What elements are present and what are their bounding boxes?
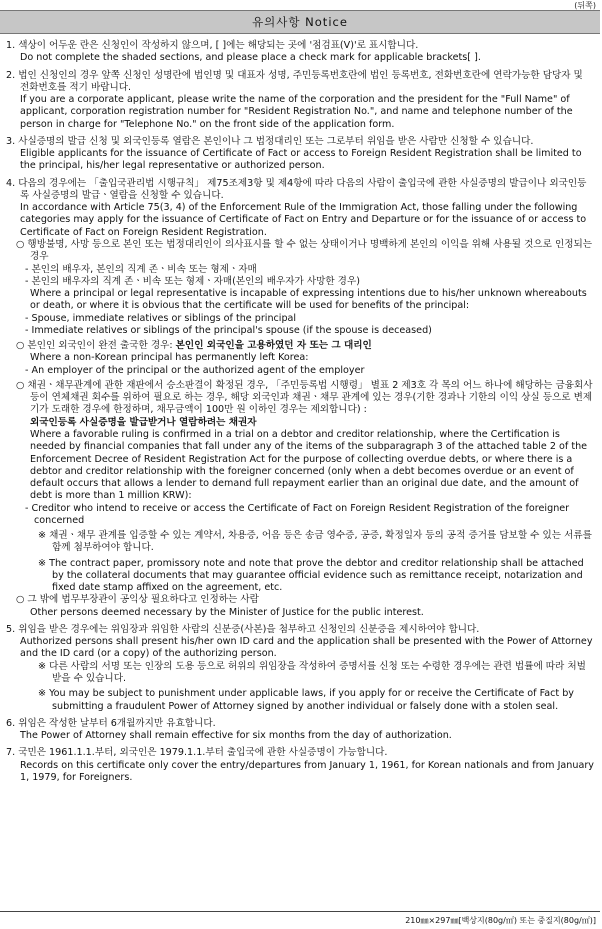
case-3-english: Where a favorable ruling is confirmed in a trial on a debtor and creditor relationship, where the Certification is needed by financial companies that fall under any of the items of the subparagraph 3 of the attached table 2 of the Enforcement Decree of Resident Registration Act for the purpose of collecting overdue debts, or where there is a debtor and creditor relationship with the foreigner concerned (only when a debt becomes overdue or an event of default occurs that allows a lender to demand full repayment earlier than an original due date, and the amount of debt is more than 1 million KRW): (30, 428, 588, 502)
item-6-english: The Power of Attorney shall remain effective for six months from the day of authorization. (20, 730, 452, 742)
item-7-korean: 7. 국민은 1961.1.1.부터, 외국인은 1979.1.1.부터 출입국에 관한 사실증명이 가능합니다. (6, 747, 388, 759)
case-4-korean: ○ 그 밖에 법무부장관이 공익상 필요하다고 인정하는 사람 (16, 594, 259, 606)
item-4-korean: 4. 다음의 경우에는 「출입국관리법 시행규칙」 제75조제3항 및 제4항에 따라 다음의 사람이 출입국에 관한 사실증명의 발급이나 외국인등록 사실증명의 발급ㆍ열람을 신청할 수 있습니다. (6, 177, 587, 201)
item-4-english: In accordance with Article 75(3, 4) of the Enforcement Rule of the Immigration Act, those falling under the following categories may apply for the issuance of Certificate of Fact on Entry and Departure or for the issuance of or access to Certificate of Fact on Foreign Resident Registration. (20, 202, 587, 238)
case-2-korean-bold: 본인인 외국인을 고용하였던 자 또는 그 대리인 (175, 340, 372, 352)
case-1-english: Where a principal or legal representative is incapable of expressing intentions due to his/her unknown whereabouts or death, or where it is obvious that the certificate will be used for benefits of the principal: (30, 288, 587, 312)
case-3-reference-korean: ※ 채권ㆍ채무 관계를 입증할 수 있는 계약서, 차용증, 어음 등은 송금 영수증, 공증, 확정일자 등의 공적 증거를 담보할 수 있는 서류를 함께 첨부하여야 합니다. (38, 530, 592, 554)
case-1-korean-dash-1: - 본인의 배우자, 본인의 직계 존ㆍ비속 또는 형제ㆍ자매 (25, 263, 257, 275)
case-3-reference-english: ※ The contract paper, promissory note and note that prove the debtor and creditor relationship shall be attached by the collateral documents that may guarantee official evidence such as remittance receipt, notarization and fixed date stamp affixed on the agreement, etc. (38, 557, 584, 594)
case-1-english-dash-1: - Spouse, immediate relatives or siblings of the principal (25, 312, 297, 324)
item-5-reference-english: ※ You may be subject to punishment under applicable laws, if you apply for or receive the Certificate of Fact by submitting a fraudulent Power of Attorney signed by another individual or falsely done with a stolen seal. (38, 688, 574, 712)
item-5-english: Authorized persons shall present his/her own ID card and the application shall be presented with the Power of Attorney and the ID card (or a copy) of the authorizing person. (20, 636, 593, 660)
notice-header: 유의사항 Notice (0, 10, 600, 34)
item-7-english: Records on this certificate only cover the entry/departures from January 1, 1961, for Korean nationals and from January 1, 1979, for Foreigners. (20, 759, 594, 783)
page-side-label: (뒤쪽) (574, 1, 596, 10)
item-3-korean: 3. 사실증명의 발급 신청 및 외국인등록 열람은 본인이나 그 법정대리인 또는 그로부터 위임을 받은 사람만 신청할 수 있습니다. (6, 135, 534, 147)
case-3-korean: ○ 채권ㆍ채무관계에 관한 재판에서 승소판결이 확정된 경우, 「주민등록법 시행령」 별표 2 제3호 각 목의 어느 하나에 해당하는 금융회사 등이 연체채권 회수를 위하여 필요로 하는 경우, 해당 외국인과 채권ㆍ채무 관계에 있는 경우(기한 경과나 기한의 이익 상실 등으로 변제기가 도래한 경우에 한정하며, 채무금액이 100만 원 이하인 경우는 제외합니다) : (16, 379, 593, 416)
case-1-english-dash-2: - Immediate relatives or siblings of the principal's spouse (if the spouse is deceased) (25, 324, 432, 336)
case-3-english-dash: - Creditor who intend to receive or access the Certificate of Fact on Foreign Resident Registration of the foreigner concerned (25, 502, 570, 526)
item-3-english: Eligible applicants for the issuance of Certificate of Fact or access to Foreign Resident Registration shall be limited to the principal, his/her legal representative or authorized person. (20, 148, 582, 172)
case-1-korean-dash-2: - 본인의 배우자의 직계 존ㆍ비속 또는 형제ㆍ자매(본인의 배우자가 사망한 경우) (25, 275, 360, 287)
item-5-korean: 5. 위임을 받은 경우에는 위임장과 위임한 사람의 신분증(사본)을 첨부하고 신청인의 신분증을 제시하여야 합니다. (6, 623, 480, 635)
item-1-english: Do not complete the shaded sections, and please place a check mark for applicable brackets[ ]. (20, 52, 481, 64)
item-6-korean: 6. 위임은 작성한 날부터 6개월까지만 유효합니다. (6, 717, 216, 729)
case-2-korean-lead: ○ 본인인 외국인이 완전 출국한 경우: (16, 340, 176, 352)
item-5-reference-korean: ※ 다른 사람의 서명 또는 인장의 도용 등으로 허위의 위임장을 작성하여 증명서를 신청 또는 수령한 경우에는 관련 법률에 따라 처벌받을 수 있습니다. (38, 660, 586, 685)
footer-divider (0, 911, 600, 912)
paper-spec-footer: 210㎜×297㎜[백상지(80g/㎡) 또는 중질지(80g/㎡)] (405, 916, 596, 925)
case-4-english: Other persons deemed necessary by the Minister of Justice for the public interest. (30, 606, 424, 618)
item-1-korean: 1. 색상이 어두운 란은 신청인이 작성하지 않으며, [ ]에는 해당되는 곳에 '점검표(V)'로 표시합니다. (6, 40, 419, 51)
case-2-english: Where a non-Korean principal has permanently left Korea: (30, 352, 309, 364)
item-2-english: If you are a corporate applicant, please write the name of the corporation and the president for the "Full Name" of applicant, corporation registration number for "Resident Registration No.", and name and telephone number of the person in charge for "Telephone No." on the front side of the application form. (20, 94, 573, 130)
notice-content (6, 40, 594, 784)
case-2-english-dash: - An employer of the principal or the authorized agent of the employer (25, 364, 365, 376)
case-1-korean: ○ 행방불명, 사망 등으로 본인 또는 법정대리인이 의사표시를 할 수 없는 상태이거나 명백하게 본인의 이익을 위해 사용될 것으로 인정되는 경우 (16, 238, 593, 263)
case-2-korean (6, 340, 594, 352)
case-3-korean-bold: 외국인등록 사실증명을 발급받거나 열람하려는 채권자 (30, 416, 257, 428)
item-2-korean: 2. 법인 신청인의 경우 앞쪽 신청인 성명란에 법인명 및 대표자 성명, 주민등록번호란에 법인 등록번호, 전화번호란에 연락가능한 담당자 및 전화번호를 적기 바랍니다. (6, 69, 583, 93)
